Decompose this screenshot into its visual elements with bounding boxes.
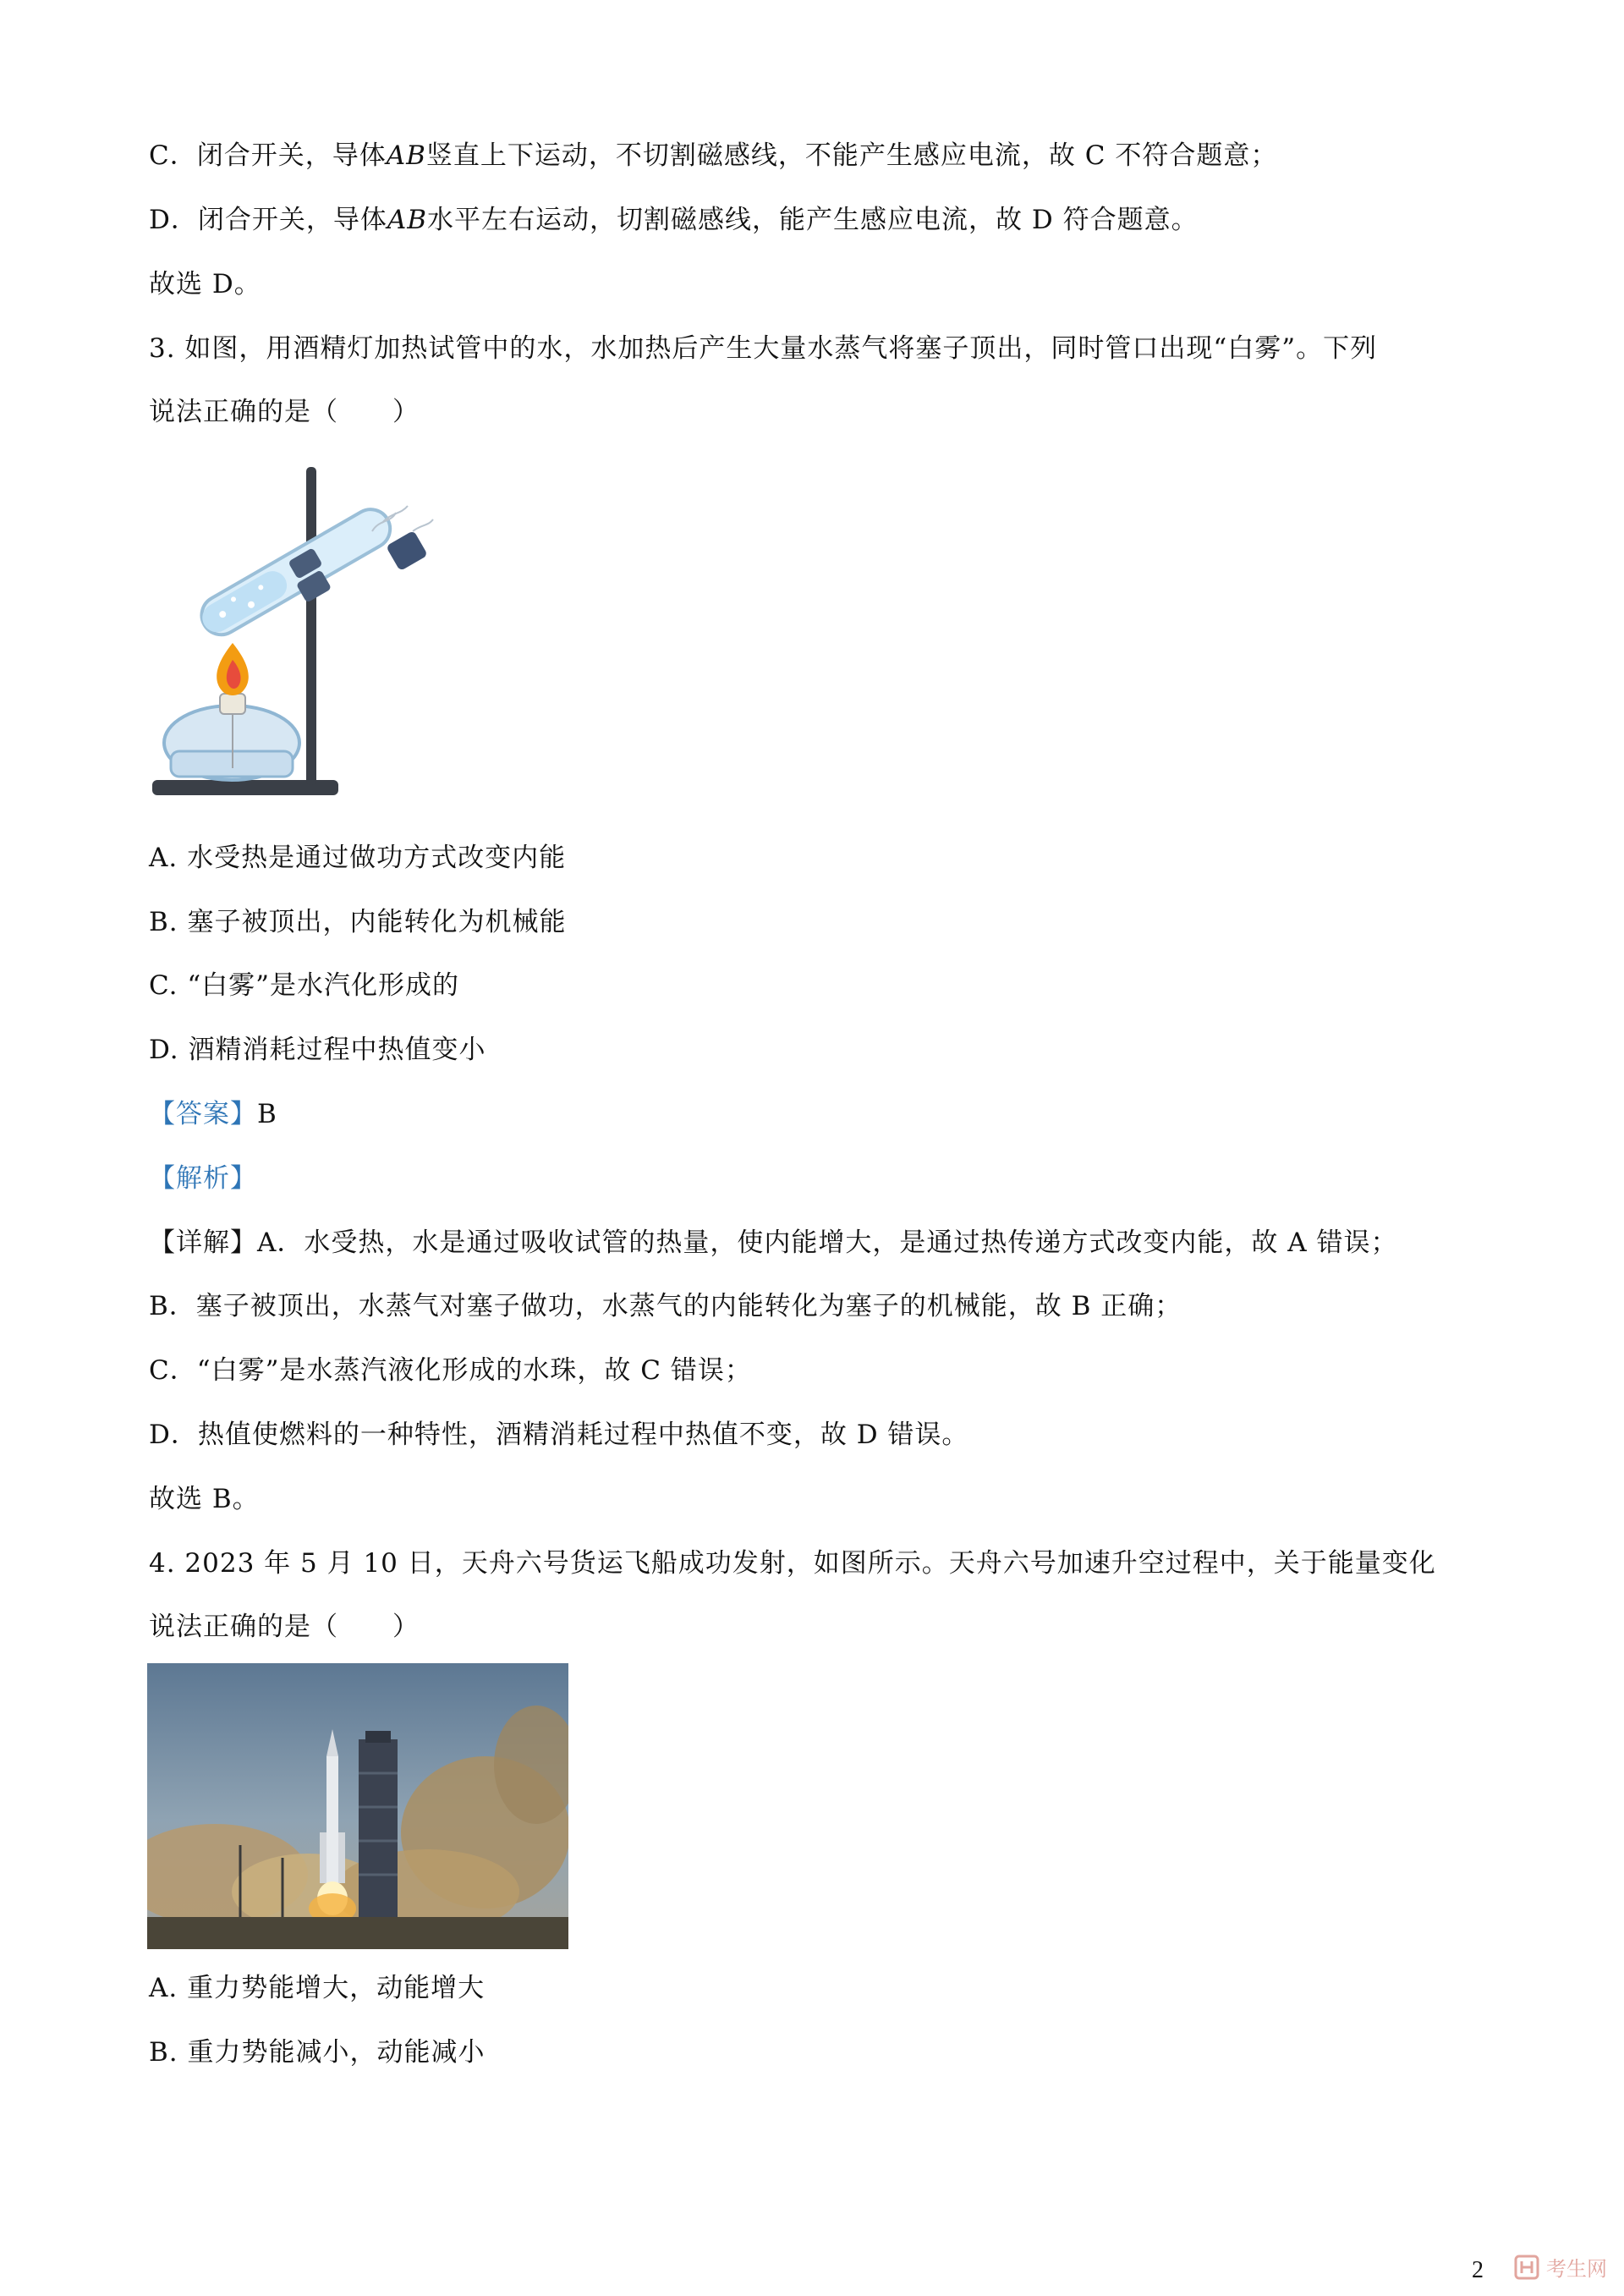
q4-option-b: B. 重力势能减小，动能减小: [149, 2037, 486, 2068]
rocket: [326, 1756, 338, 1883]
text-segment: C．闭合开关，导体: [149, 140, 387, 171]
watermark-text: 考生网: [1546, 2257, 1607, 2281]
previous-conclusion: 故选 D。: [149, 269, 261, 299]
launch-tower: [359, 1739, 398, 1917]
detail-conclusion: 故选 B。: [149, 1484, 260, 1514]
q3-option-c: C. “白雾”是水汽化形成的: [149, 970, 460, 1001]
answer-value: B: [257, 1099, 277, 1129]
q3-stem-line2: 说法正确的是（ ）: [149, 397, 420, 427]
rocket-launch-photo: [147, 1663, 568, 1949]
q3-option-b: B. 塞子被顶出，内能转化为机械能: [149, 907, 567, 937]
detail-line-d: D．热值使燃料的一种特性，酒精消耗过程中热值不变，故 D 错误。: [149, 1420, 969, 1450]
watermark-logo-icon: [1514, 2255, 1539, 2280]
answer-line: [149, 1097, 277, 1131]
page-number: 2: [1472, 2257, 1484, 2283]
q4-stem-line1: 4. 2023 年 5 月 10 日，天舟六号货运飞船成功发射，如图所示。天舟六号加速升空过程中，关于能量变化: [149, 1548, 1436, 1579]
stand-pole: [306, 467, 316, 785]
q4-stem-line2: 说法正确的是（ ）: [149, 1612, 420, 1642]
detail-line-a: 【详解】A．水受热，水是通过吸收试管的热量，使内能增大，是通过热传递方式改变内能，故 A 错误；: [149, 1228, 1398, 1258]
q3-option-d: D. 酒精消耗过程中热值变小: [149, 1035, 486, 1065]
stopper: [386, 530, 428, 571]
text-segment: 水平左右运动，切割磁感线，能产生感应电流，故 D 符合题意。: [427, 205, 1199, 235]
analysis-tag: 【解析】: [149, 1163, 257, 1194]
conductor-label: AB: [387, 205, 428, 235]
text-segment: D．闭合开关，导体: [149, 205, 387, 235]
option-d-explanation: [149, 203, 1199, 237]
conductor-label: AB: [386, 140, 426, 171]
detail-line-b: B．塞子被顶出，水蒸气对塞子做功，水蒸气的内能转化为塞子的机械能，故 B 正确；: [149, 1291, 1182, 1321]
answer-tag: 【答案】: [149, 1099, 257, 1129]
q3-stem-line1: 3. 如图，用酒精灯加热试管中的水，水加热后产生大量水蒸气将塞子顶出，同时管口出现“白雾”。下列: [149, 333, 1378, 364]
q3-option-a: A. 水受热是通过做功方式改变内能: [149, 843, 567, 873]
detail-line-c: C．“白雾”是水蒸汽液化形成的水珠，故 C 错误；: [149, 1355, 752, 1386]
q4-option-a: A. 重力势能增大，动能增大: [149, 1973, 486, 2003]
text-segment: 竖直上下运动，不切割磁感线，不能产生感应电流，故 C 不符合题意；: [425, 140, 1278, 171]
test-tube-heating-figure: [145, 464, 450, 806]
option-c-explanation: [149, 139, 1277, 173]
site-watermark: [1514, 2252, 1607, 2282]
